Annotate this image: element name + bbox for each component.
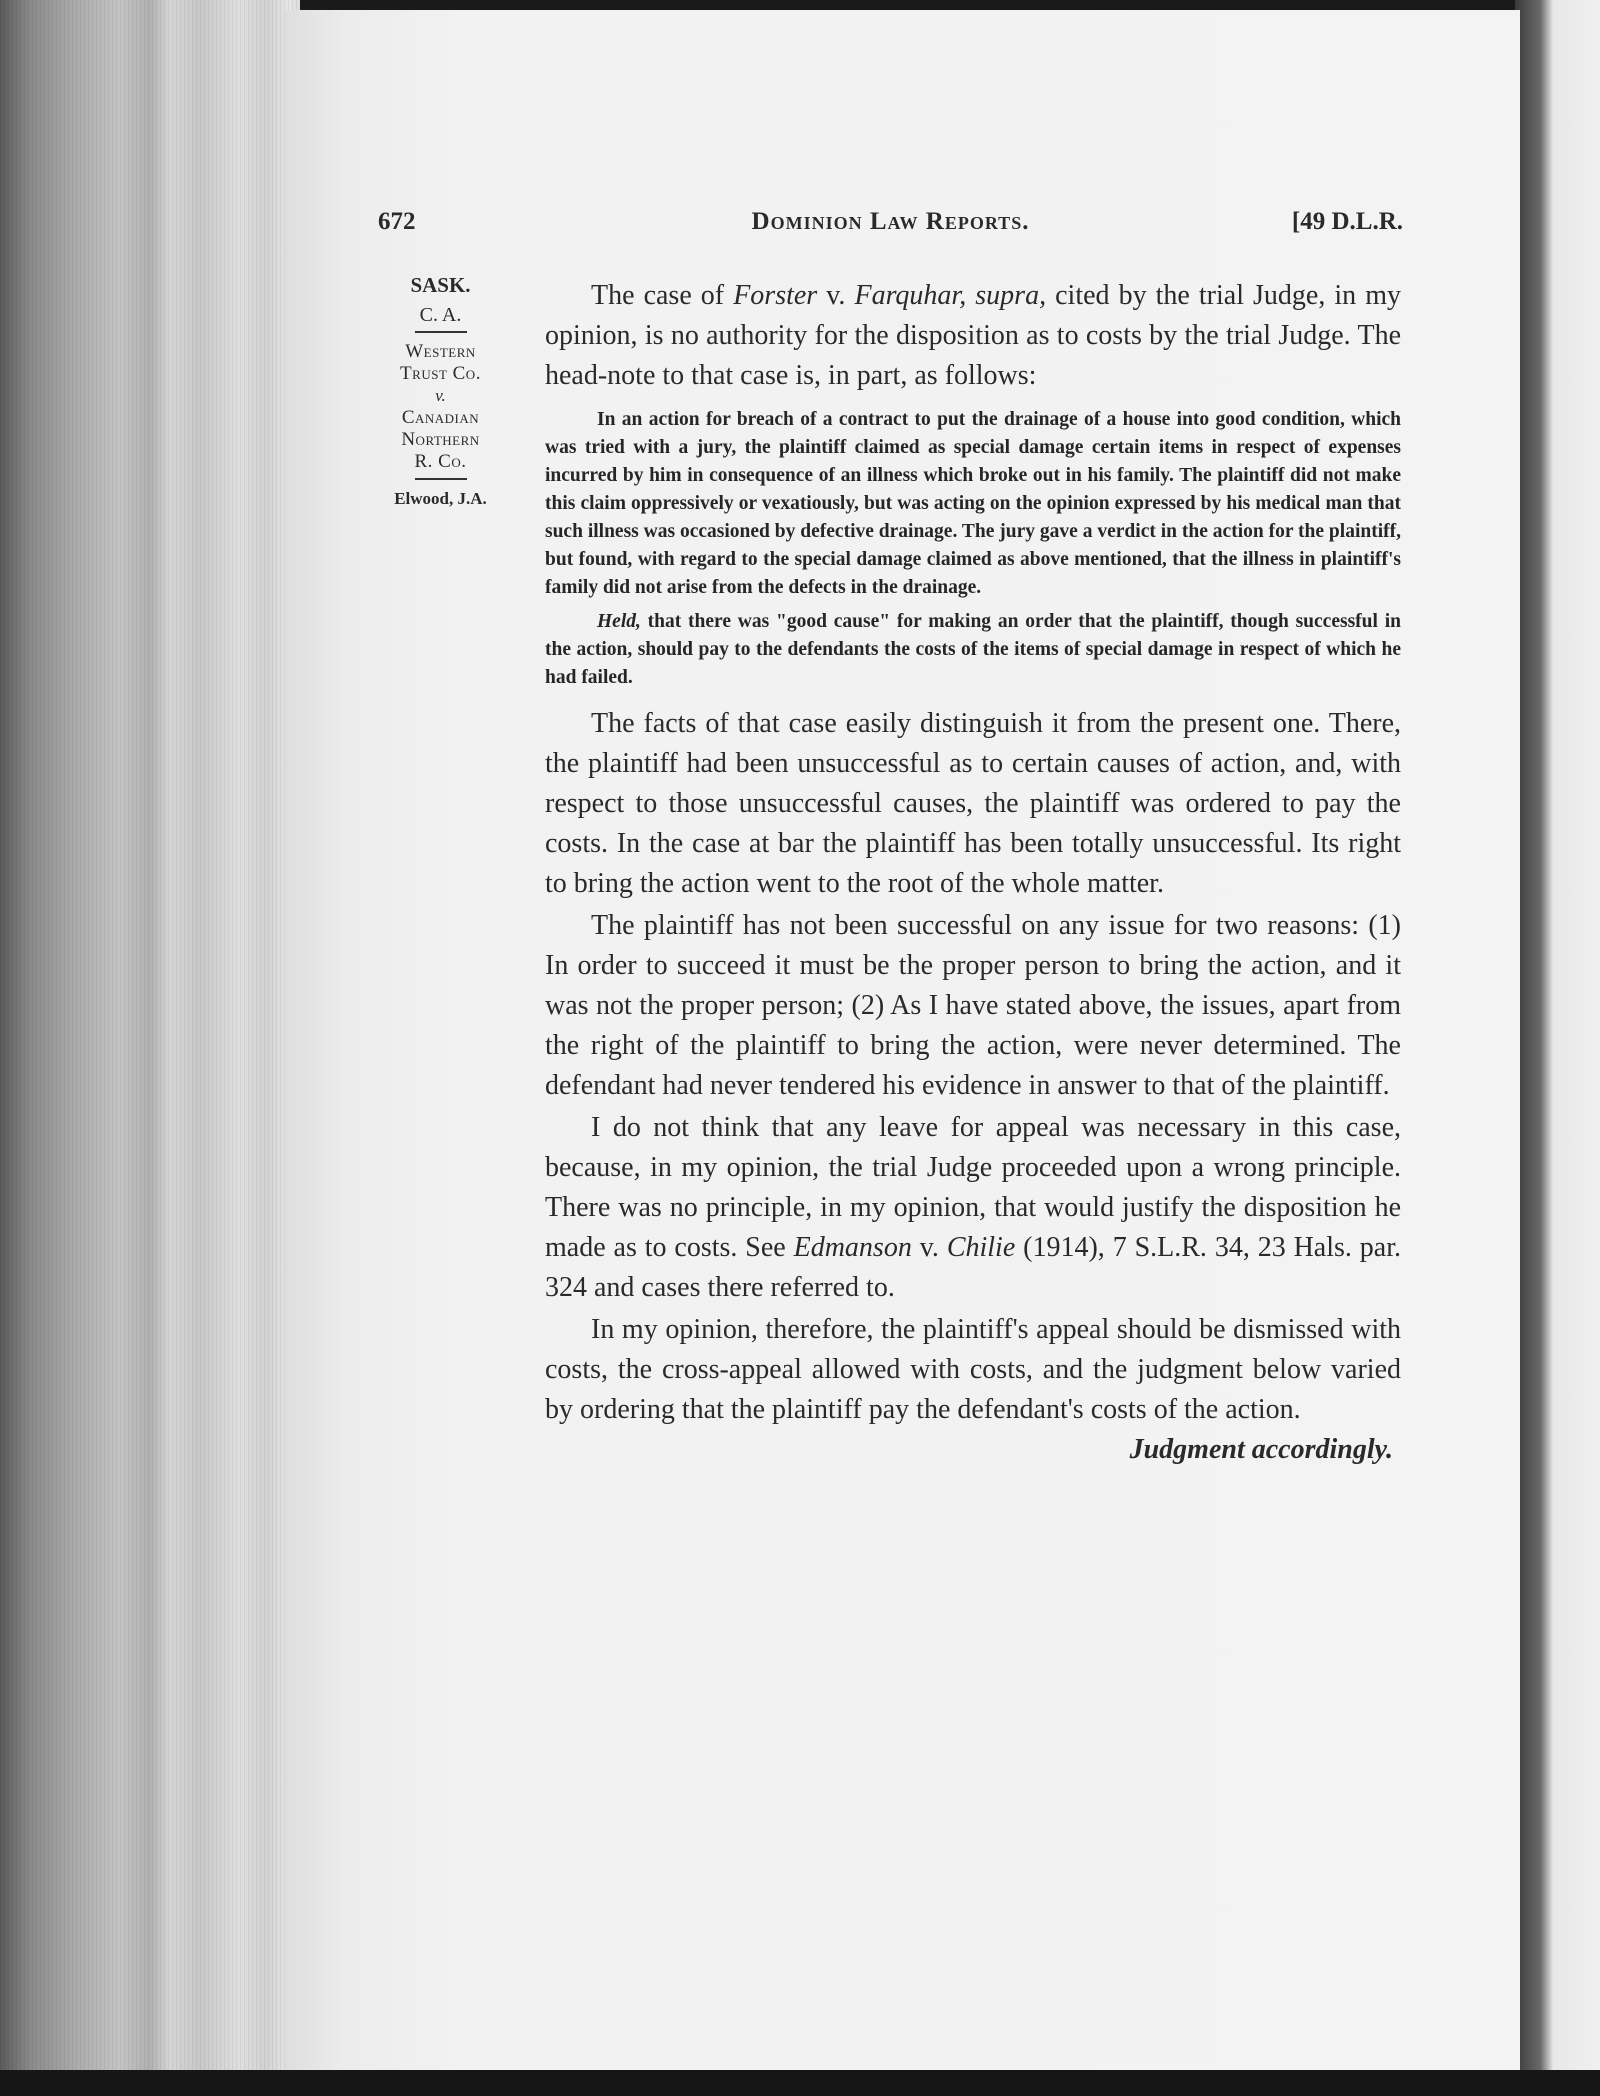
jurisdiction-label: SASK. [410,273,471,297]
margin-notes [368,274,513,510]
case-name: Edmanson [793,1232,912,1263]
case-name: Forster [733,280,818,311]
paragraph: The plaintiff has not been successful on any issue for two reasons: (1) In order to succeed it must be the proper person to bring the action, and it was not the proper person; (2) As I have stated above, the issues, apart from the right of the plaintiff to bring the action, were never determined. The defendant had never tendered his evidence in answer to that of the plaintiff. [545,910,1401,1101]
respondent-name-line: Northern [401,429,480,450]
journal-title: Dominion Law Reports. [751,208,1030,235]
paragraph-text: v. [911,1232,947,1263]
scan-bottom-border [0,2070,1600,2096]
paragraph-text: I do not think that any leave for appeal was necessary in this case, because, in my opinion, the trial Judge proceeded upon a wrong principle. There was no principle, in my opinion, that would justify the disposition he made as to costs. See [545,1112,1401,1263]
court-label: C. A. [419,304,462,326]
appellant-name-line: Western [405,341,476,362]
headnote-quote [545,608,1401,692]
margin-divider [415,331,467,333]
judgment-result: Judgment accordingly. [1129,1434,1393,1465]
versus-label: v. [435,386,446,405]
paragraph-text: v. [817,280,855,311]
paragraph-text: (1914), 7 S.L.R. 34, 23 Hals. par. 324 and cases there referred to. [545,1232,1402,1303]
paragraph-text: In my opinion, therefore, the plaintiff's appeal should be dismissed with costs, the cross-appeal allowed with costs, and the judgment below varied by ordering that the plaintiff pay the defendant's costs of the action. [545,1314,1401,1425]
book-page-edge-lines [0,0,300,2096]
paragraph-text: The case of [591,280,734,311]
volume-reference: [49 D.L.R. [1291,208,1403,235]
headnote-quote: In an action for breach of a contract to put the drainage of a house into good condition, which was tried with a jury, the plaintiff claimed as special damage certain items in respect of expenses incurred by him in consequence of an illness which broke out in his family. The plaintiff did not make this claim oppressively or vexatiously, but was acting on the opinion expressed by his medical man that such illness was occasioned by defective drainage. The jury gave a verdict in the action for the plaintiff, but found, with regard to the special damage claimed as above mentioned, that the illness in plaintiff's family did not arise from the defects in the drainage. [545,409,1401,598]
paragraph [545,1108,1401,1308]
held-label: Held, [597,611,641,632]
margin-divider [415,478,467,480]
case-name: Chilie [946,1232,1016,1263]
case-name: Farquhar, supra, [854,280,1047,311]
running-head [378,208,1403,248]
paragraph: The facts of that case easily distinguish it from the present one. There, the plaintiff had been unsuccessful as to certain causes of action, and, with respect to those unsuccessful causes, the plaintiff was ordered to pay the costs. In the case at bar the plaintiff has been totally unsuccessful. Its right to bring the action went to the root of the whole matter. [545,708,1401,899]
respondent-name-line: Canadian [401,407,480,428]
paragraph [545,276,1401,396]
paragraph-text: cited by the trial Judge, in my opinion, is no authority for the disposition as to costs by the trial Judge. The head-note to that case is, in part, as follows: [545,280,1402,391]
appellant-name-line: Trust Co. [400,363,481,384]
paragraph [545,1310,1401,1465]
page-number: 672 [378,208,416,235]
judgment-body [545,276,1401,1470]
book-gutter-right [1515,0,1600,2096]
respondent-name-line: R. Co. [414,451,467,472]
judge-label: Elwood, J.A. [394,489,487,508]
quote-text: that there was "good cause" for making an order that the plaintiff, though successful in the action, should pay to the defendants the costs of the items of special damage in respect of which he had failed. [545,611,1401,688]
